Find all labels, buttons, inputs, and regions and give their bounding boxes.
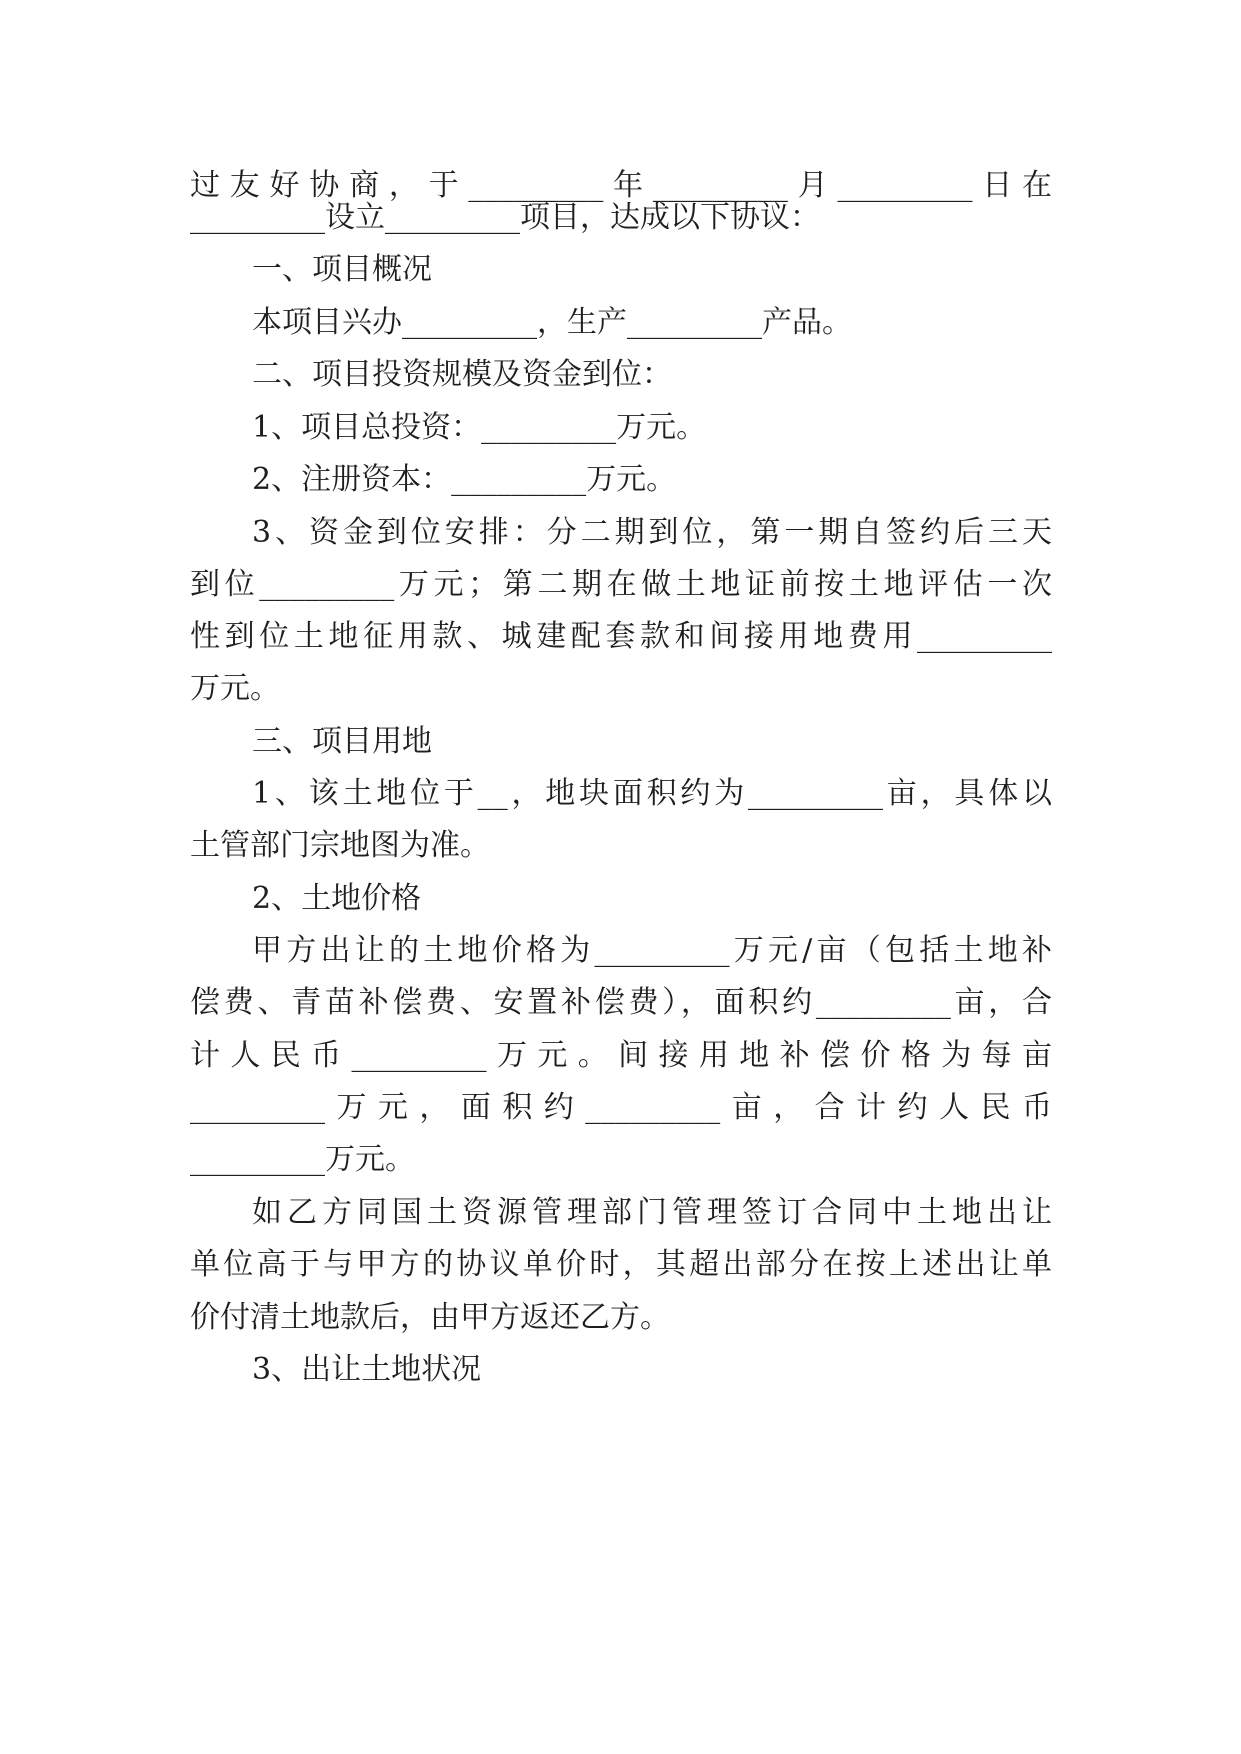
section-heading: 一、项目概况 <box>252 252 432 287</box>
text-line: 如乙方同国土资源管理部门管理签订合同中土地出让 <box>252 1195 1052 1230</box>
text-line: 本项目兴办_________，生产_________产品。 <box>252 305 852 340</box>
section-heading: 三、项目用地 <box>252 724 432 759</box>
sub-heading: 2、土地价格 <box>252 881 422 916</box>
text-line: 性到位土地征用款、城建配套款和间接用地费用_________ <box>190 619 1052 654</box>
text-line: 1、项目总投资：_________万元。 <box>252 410 707 445</box>
text-line: 价付清土地款后，由甲方返还乙方。 <box>190 1300 670 1335</box>
text-line: 单位高于与甲方的协议单价时，其超出部分在按上述出让单 <box>190 1247 1052 1282</box>
text-line: _________万元。 <box>190 1142 415 1177</box>
text-line: 计人民币_________万元。间接用地补偿价格为每亩 <box>190 1038 1052 1073</box>
text-line: _________万元，面积约_________亩，合计约人民币 <box>190 1090 1052 1125</box>
text-line: 甲方出让的土地价格为_________万元/亩（包括土地补 <box>252 933 1052 968</box>
text-line: 1、该土地位于__，地块面积约为_________亩，具体以 <box>252 776 1052 811</box>
section-heading: 二、项目投资规模及资金到位： <box>252 357 672 392</box>
text-line: 3、资金到位安排：分二期到位，第一期自签约后三天 <box>252 515 1052 550</box>
text-line: 万元。 <box>190 671 280 706</box>
text-line: 2、注册资本：_________万元。 <box>252 462 677 497</box>
text-line: _________设立_________项目，达成以下协议： <box>190 200 820 235</box>
text-line: 土管部门宗地图为准。 <box>190 828 490 863</box>
sub-heading: 3、出让土地状况 <box>252 1352 482 1387</box>
text-line: 偿费、青苗补偿费、安置补偿费），面积约_________亩，合 <box>190 985 1052 1020</box>
text-line: 到位_________万元；第二期在做土地证前按土地评估一次 <box>190 567 1052 602</box>
text-line: 过友好协商，于_________年_________月_________日在 <box>190 168 1052 203</box>
